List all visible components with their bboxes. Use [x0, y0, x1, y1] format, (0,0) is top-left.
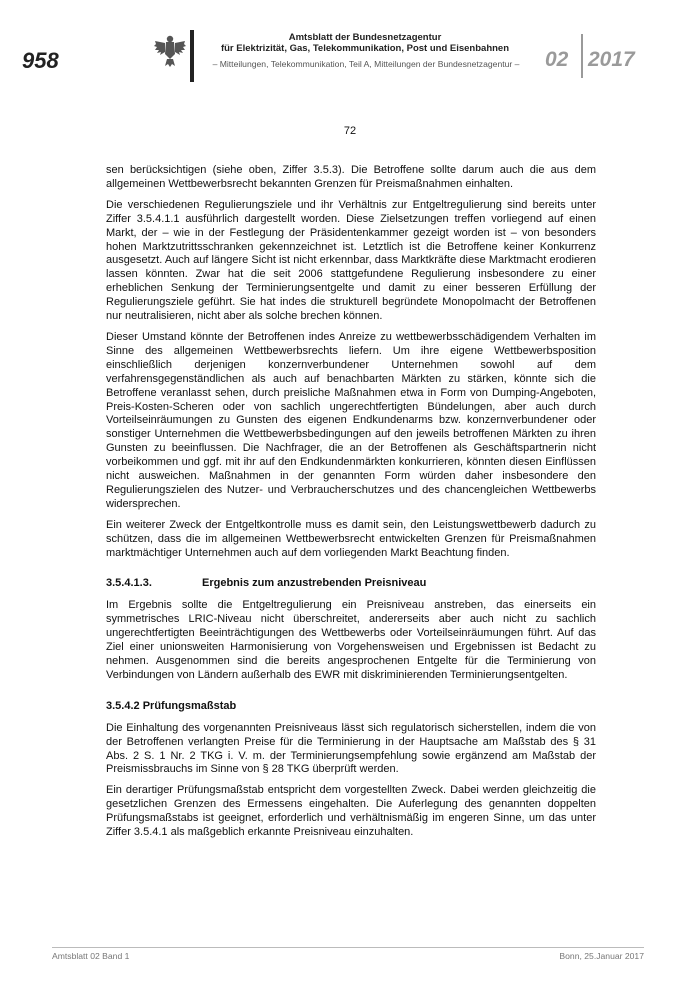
footer-right: Bonn, 25.Januar 2017	[559, 951, 644, 961]
gazette-subtitle: – Mitteilungen, Telekommunikation, Teil A, Mitteilungen der Bundesnetzagentur –	[212, 59, 520, 69]
paragraph: Die Einhaltung des vorgenannten Preisniveaus lässt sich regulatorisch sicherstellen, indem die von der Betroffenen verlangten Preise für die Terminierung in der Hauptsache am Maßstab des § 31 Abs. 2 S. 1 Nr. 2 TKG i. V. m. der Terminierungsempfehlung sowie ergänzend am Maßstab der Preismissbrauchs im Sinne von § 28 TKG überprüft werden.	[106, 721, 596, 776]
gazette-title-line2: für Elektrizität, Gas, Telekommunikation, Post und Eisenbahnen	[220, 43, 510, 54]
gazette-title	[200, 32, 530, 54]
footer-divider	[52, 947, 644, 948]
paragraph: Im Ergebnis sollte die Entgeltregulierung ein Preisniveau anstreben, das einerseits ein symmetrisches LRIC-Niveau nicht überschreitet, andererseits aber auch nicht zu sachlich ungerechtfertigten Beeinträchtigungen des Wettbewerbs oder Vorteilseinräumungen führt. Auf das Ziel einer unionsweiten Harmonisierung von Vorgehensweisen und Ergebnissen ist Bedacht zu nehmen. Ausgenommen sind die bereits angesprochenen Entgelte für die Terminierung von Verbindungen von Ländern außerhalb des EWR mit diskriminierenden Terminierungsentgelten.	[106, 599, 596, 681]
section-title: Ergebnis zum anzustrebenden Preisniveau	[202, 577, 427, 590]
paragraph: Ein derartiger Prüfungsmaßstab entspricht dem vorgestellten Zweck. Dabei werden gleichzeitig die gesetzlichen Grenzen des Ermessens eingehalten. Die Auferlegung des genannten doppelten Prüfungsmaßstabs ist geeignet, erforderlich und verhältnismäßig im engeren Sinne, um das unter Ziffer 3.5.4.1 als maßgeblich erkannte Preisniveau einzuhalten.	[106, 784, 596, 839]
section-heading-3-5-4-1-3	[106, 577, 596, 591]
issue-divider	[581, 34, 583, 78]
issue-year: 2017	[588, 48, 635, 71]
paragraph: Dieser Umstand könnte der Betroffenen indes Anreize zu wettbewerbsschädigendem Verhalten im Sinne des allgemeinen Wettbewerbsrechts liefern. Um ihre eigene Wettbewerbsposition einschließlich derjenigen konzernverbundener Unternehmen sowohl auf dem verfahrensgegenständlichen als auch auf benachbarten Märkten zu stärken, könnte sich die Betroffene veranlasst sehen, durch preisliche Maßnahmen etwa in Form von Dumping-Angeboten, Preis-Kosten-Scheren oder von sachlich ungerechtfertigten Bündelungen, aber auch durch Vorteilseinräumungen zu Gunsten des eigenen Endkundenarms bzw. konzernverbundener oder sonstiger Unternehmen die Wettbewerbsbedingungen auf den jeweils betroffenen Märkten zu ihren Gunsten zu beeinflussen. Die Nachfrager, die an der Betroffenen als Geschäftspartnerin nicht vorbeikommen und ggf. mit ihr auf den Endkundenmärkten konkurrieren, könnten diesen Einflüssen nicht ausweichen. Maßnahmen in der genannten Form würden daher insbesondere den Regulierungszielen des Nutzer- und Verbraucherschutzes und des chancengleichen Wettbewerbs widersprechen.	[106, 330, 596, 510]
paragraph: Die verschiedenen Regulierungsziele und ihr Verhältnis zur Entgeltregulierung sind bereits unter Ziffer 3.5.4.1.1 ausführlich dargestellt worden. Diese Zielsetzungen treffen vorliegend auf einen Markt, der – wie in der Festlegung der Präsidentenkammer gezeigt worden ist – von besonders hohen Marktzutrittsschranken gekennzeichnet ist. Letztlich ist die Betroffene keiner Konkurrenz ausgesetzt. Auch auf längere Sicht ist nicht erkennbar, dass Marktkräfte diese Marktmacht erodieren lassen könnten. Zwar hat die seit 2006 stattgefundene Regulierung insbesondere zu einer erheblichen Senkung der Terminierungsentgelte und damit zu einer besseren Erfüllung der Regulierungsziele geführt. Sie hat indes die strukturell begründete Monopolmacht der Betroffenen nur neutralisieren, nicht aber als solche brechen können.	[106, 198, 596, 323]
header-divider	[190, 30, 194, 82]
footer-left: Amtsblatt 02 Band 1	[52, 951, 130, 961]
document-body	[106, 164, 596, 847]
paragraph: sen berücksichtigen (siehe oben, Ziffer 3.5.3). Die Betroffene sollte darum auch die aus dem allgemeinen Wettbewerbsrecht bekannten Grenzen für Preismaßnahmen einhalten.	[106, 164, 596, 190]
section-number: 3.5.4.1.3.	[106, 577, 152, 590]
section-heading-3-5-4-2: 3.5.4.2 Prüfungsmaßstab	[106, 699, 237, 712]
issue-number: 02	[545, 48, 569, 71]
federal-eagle-icon	[153, 33, 187, 69]
inner-page-number: 72	[343, 125, 357, 137]
gazette-title-line1: Amtsblatt der Bundesnetzagentur	[288, 32, 442, 43]
page-number: 958	[22, 48, 59, 73]
paragraph: Ein weiterer Zweck der Entgeltkontrolle muss es damit sein, den Leistungswettbewerb dadurch zu schützen, dass die im allgemeinen Wettbewerbsrecht entwickelten Grenzen für Preismaßnahmen marktmächtiger Unternehmen auch auf dem vorliegenden Markt Beachtung finden.	[106, 518, 596, 559]
